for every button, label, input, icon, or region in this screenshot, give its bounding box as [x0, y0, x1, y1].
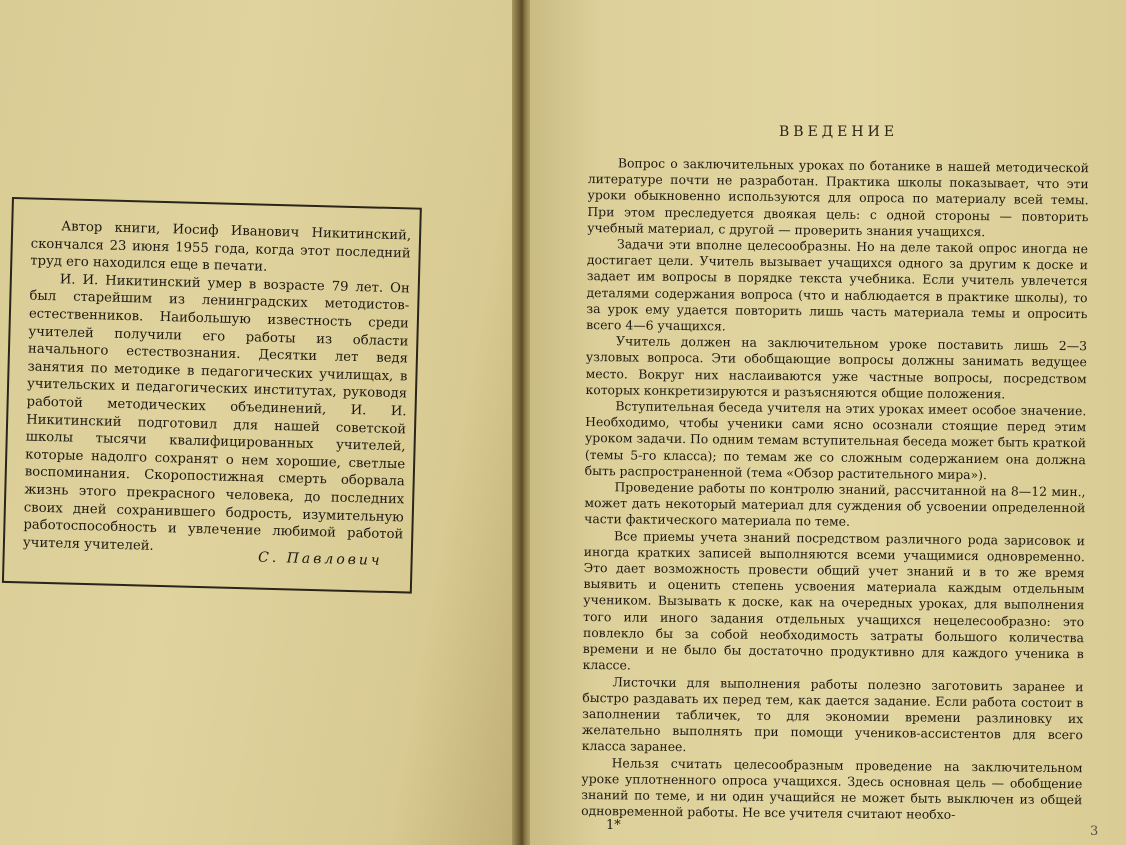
memorial-note-box [2, 197, 422, 594]
memo-paragraph: Автор книги, Иосиф Иванович Никитинский, скончался 23 июня 1955 года, когда этот последний труд его находился еще в печати. [30, 219, 412, 275]
body-paragraph: Проведение работы по контролю знаний, рассчитанной на 8—12 мин., может дать некоторый материал для суждения об усвоении определенной части фактического материала по теме. [584, 479, 1086, 530]
body-paragraph: Нельзя считать целесообразным проведение на заключительном уроке уплотненного опроса учащихся. Здесь основная цель — обобщение знаний по теме, и ни один учащийся не может быть выключен из общей одновременной работы. Не все учителя считают необхо- [581, 754, 1083, 823]
signature-mark: 1* [606, 818, 621, 833]
memo-signature: С. Павлович [257, 549, 383, 569]
body-paragraph: Вопрос о заключительных уроках по ботанике в нашей методической литературе почти не разработан. Практика школы показывает, что эти уроки обыкновенно используются для опроса по материалу всей темы. При этом преследуется двоякая цель: с одной стороны — повторить учебный материал, с другой — проверить знания учащихся. [587, 155, 1089, 239]
body-paragraph: Все приемы учета знаний посредством различного рода зарисовок и иногда кратких записей выполняются всеми учащимися одновременно. Это дает возможность провести общий учет знаний и в то же время выявить и оценить степень усвоения материала каждым отдельным учеником. Вызывать к доске, как на очередных уроках, для выполнения того или иного задания отдельных учащихся нецелесообразно: это повлекло бы за собой необходимость затраты большого количества времени и не было бы достаточно продуктивно для каждого ученика в классе. [582, 527, 1086, 673]
page-number: 3 [1090, 824, 1099, 839]
body-paragraph: Вступительная беседа учителя на этих уроках имеет особое значение. Необходимо, чтобы ученики сами ясно осознали стоящие перед этим уроком задачи. По одним темам вступительная беседа может быть краткой (темы 5-го класса); по темам же со сложным содержанием она должна быть распространенной (тема «Обзор растительного мира»). [584, 398, 1087, 483]
introduction-body [581, 155, 1089, 825]
body-paragraph: Задачи эти вполне целесообразны. Но на деле такой опрос иногда не достигает цели. Учитель вызывает учащихся одного за другим к доске и задает им вопросы в порядке текста учебника. Если учитель увлечется деталями содержания вопроса (что и наблюдается в практике школы), то за урок ему удается повторить лишь часть материала темы и опросить всего 4—6 учащихся. [586, 236, 1089, 334]
section-heading: ВВЕДЕНИЕ [779, 124, 899, 140]
body-paragraph: Учитель должен на заключительном уроке поставить лишь 2—3 узловых вопроса. Эти обобщающие вопросы должны занимать ведущее место. Вокруг них наслаиваются уже частные вопросы, посредством которых конкретизируются и разъясняются общие положения. [585, 333, 1088, 402]
memorial-note-text [23, 218, 412, 562]
memo-paragraph: И. И. Никитинский умер в возрасте 79 лет. Он был старейшим из ленинградских методистов-естественников. Наибольшую известность среди учителей получили его работы из области начального естествознания. Десятки лет ведя занятия по методике в педагогических училищах, в учительских и педагогических институтах, руководя работой методических объединений, И. И. Никитинский подготовил для нашей советской школы тысячи квалифицированных учителей, которые надолго сохранят о нем хорошие, светлые воспоминания. Скоропостижная смерть оборвала жизнь этого прекрасного человека, до последних своих дней сохранившего бодрость, изумительную работоспособность и увлечение любимой работой учителя учителей. [22, 272, 410, 554]
left-page [0, 0, 520, 845]
body-paragraph: Листочки для выполнения работы полезно заготовить заранее и быстро раздавать их перед тем, как дается задание. Если работа состоит в заполнении табличек, то для экономии времени разлиновку их желательно выполнять при помощи учеников-ассистентов для всего класса заранее. [581, 673, 1084, 755]
